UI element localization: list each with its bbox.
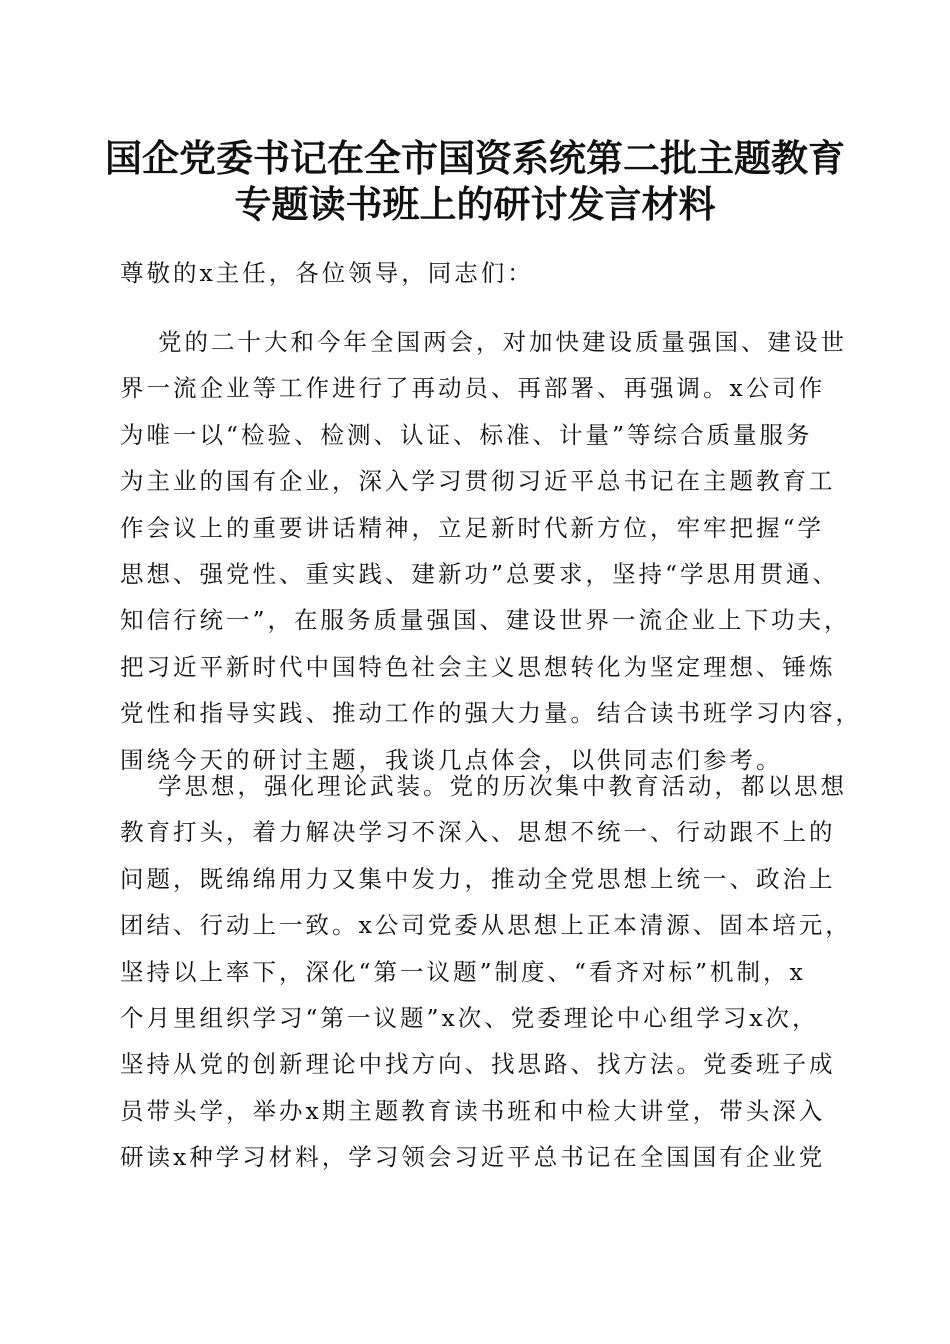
document-title-line-2: 专题读书班上的研讨发言材料 bbox=[234, 182, 716, 226]
paragraph-line: 坚持以上率下，深化“第一议题”制度、“看齐对标”机制，x bbox=[120, 957, 806, 986]
paragraph-line: 党性和指导实践、推动工作的强大力量。结合读书班学习内容， bbox=[120, 699, 862, 728]
paragraph-line: 为主业的国有企业，深入学习贯彻习近平总书记在主题教育工 bbox=[120, 467, 836, 496]
paragraph-1 bbox=[120, 319, 862, 783]
paragraph-line: 个月里组织学习“第一议题”x次、党委理论中心组学习x次， bbox=[120, 1003, 819, 1032]
paragraph-line: 思想、强党性、重实践、建新功”总要求，坚持“学思用贯通、 bbox=[120, 559, 840, 588]
salutation bbox=[120, 250, 840, 296]
paragraph-line: 问题，既绵绵用力又集中发力，推动全党思想上统一、政治上 bbox=[120, 864, 836, 893]
paragraph-line: 为唯一以“检验、检测、认证、标准、计量”等综合质量服务 bbox=[120, 420, 813, 449]
paragraph-line: 员带头学，举办x期主题教育读书班和中检大讲堂，带头深入 bbox=[120, 1096, 826, 1125]
salutation-text: 尊敬的x主任，各位领导，同志们： bbox=[120, 259, 534, 287]
paragraph-line: 知信行统一”，在服务质量强国、建设世界一流企业上下功夫， bbox=[120, 606, 851, 635]
paragraph-line: 研读x种学习材料，学习领会习近平总书记在全国国有企业党 bbox=[120, 1143, 826, 1172]
paragraph-line: 党的二十大和今年全国两会，对加快建设质量强国、建设世 bbox=[158, 328, 847, 356]
paragraph-line: 把习近平新时代中国特色社会主义思想转化为坚定理想、锤炼 bbox=[120, 652, 836, 681]
paragraph-line: 学思想，强化理论武装。党的历次集中教育活动，都以思想 bbox=[158, 772, 847, 800]
document-title-line-1: 国企党委书记在全市国资系统第二批主题教育 bbox=[105, 136, 845, 180]
paragraph-line: 坚持从党的创新理论中找方向、找思路、找方法。党委班子成 bbox=[120, 1050, 836, 1079]
paragraph-line: 围绕今天的研讨主题，我谈几点体会，以供同志们参考。 bbox=[120, 745, 783, 774]
paragraph-2 bbox=[120, 763, 852, 1181]
paragraph-line: 团结、行动上一致。x公司党委从思想上正本清源、固本培元， bbox=[120, 911, 852, 940]
paragraph-line: 界一流企业等工作进行了再动员、再部署、再强调。x公司作 bbox=[120, 374, 826, 403]
paragraph-line: 教育打头，着力解决学习不深入、思想不统一、行动跟不上的 bbox=[120, 818, 836, 847]
paragraph-line: 作会议上的重要讲话精神，立足新时代新方位，牢牢把握“学 bbox=[120, 513, 825, 542]
